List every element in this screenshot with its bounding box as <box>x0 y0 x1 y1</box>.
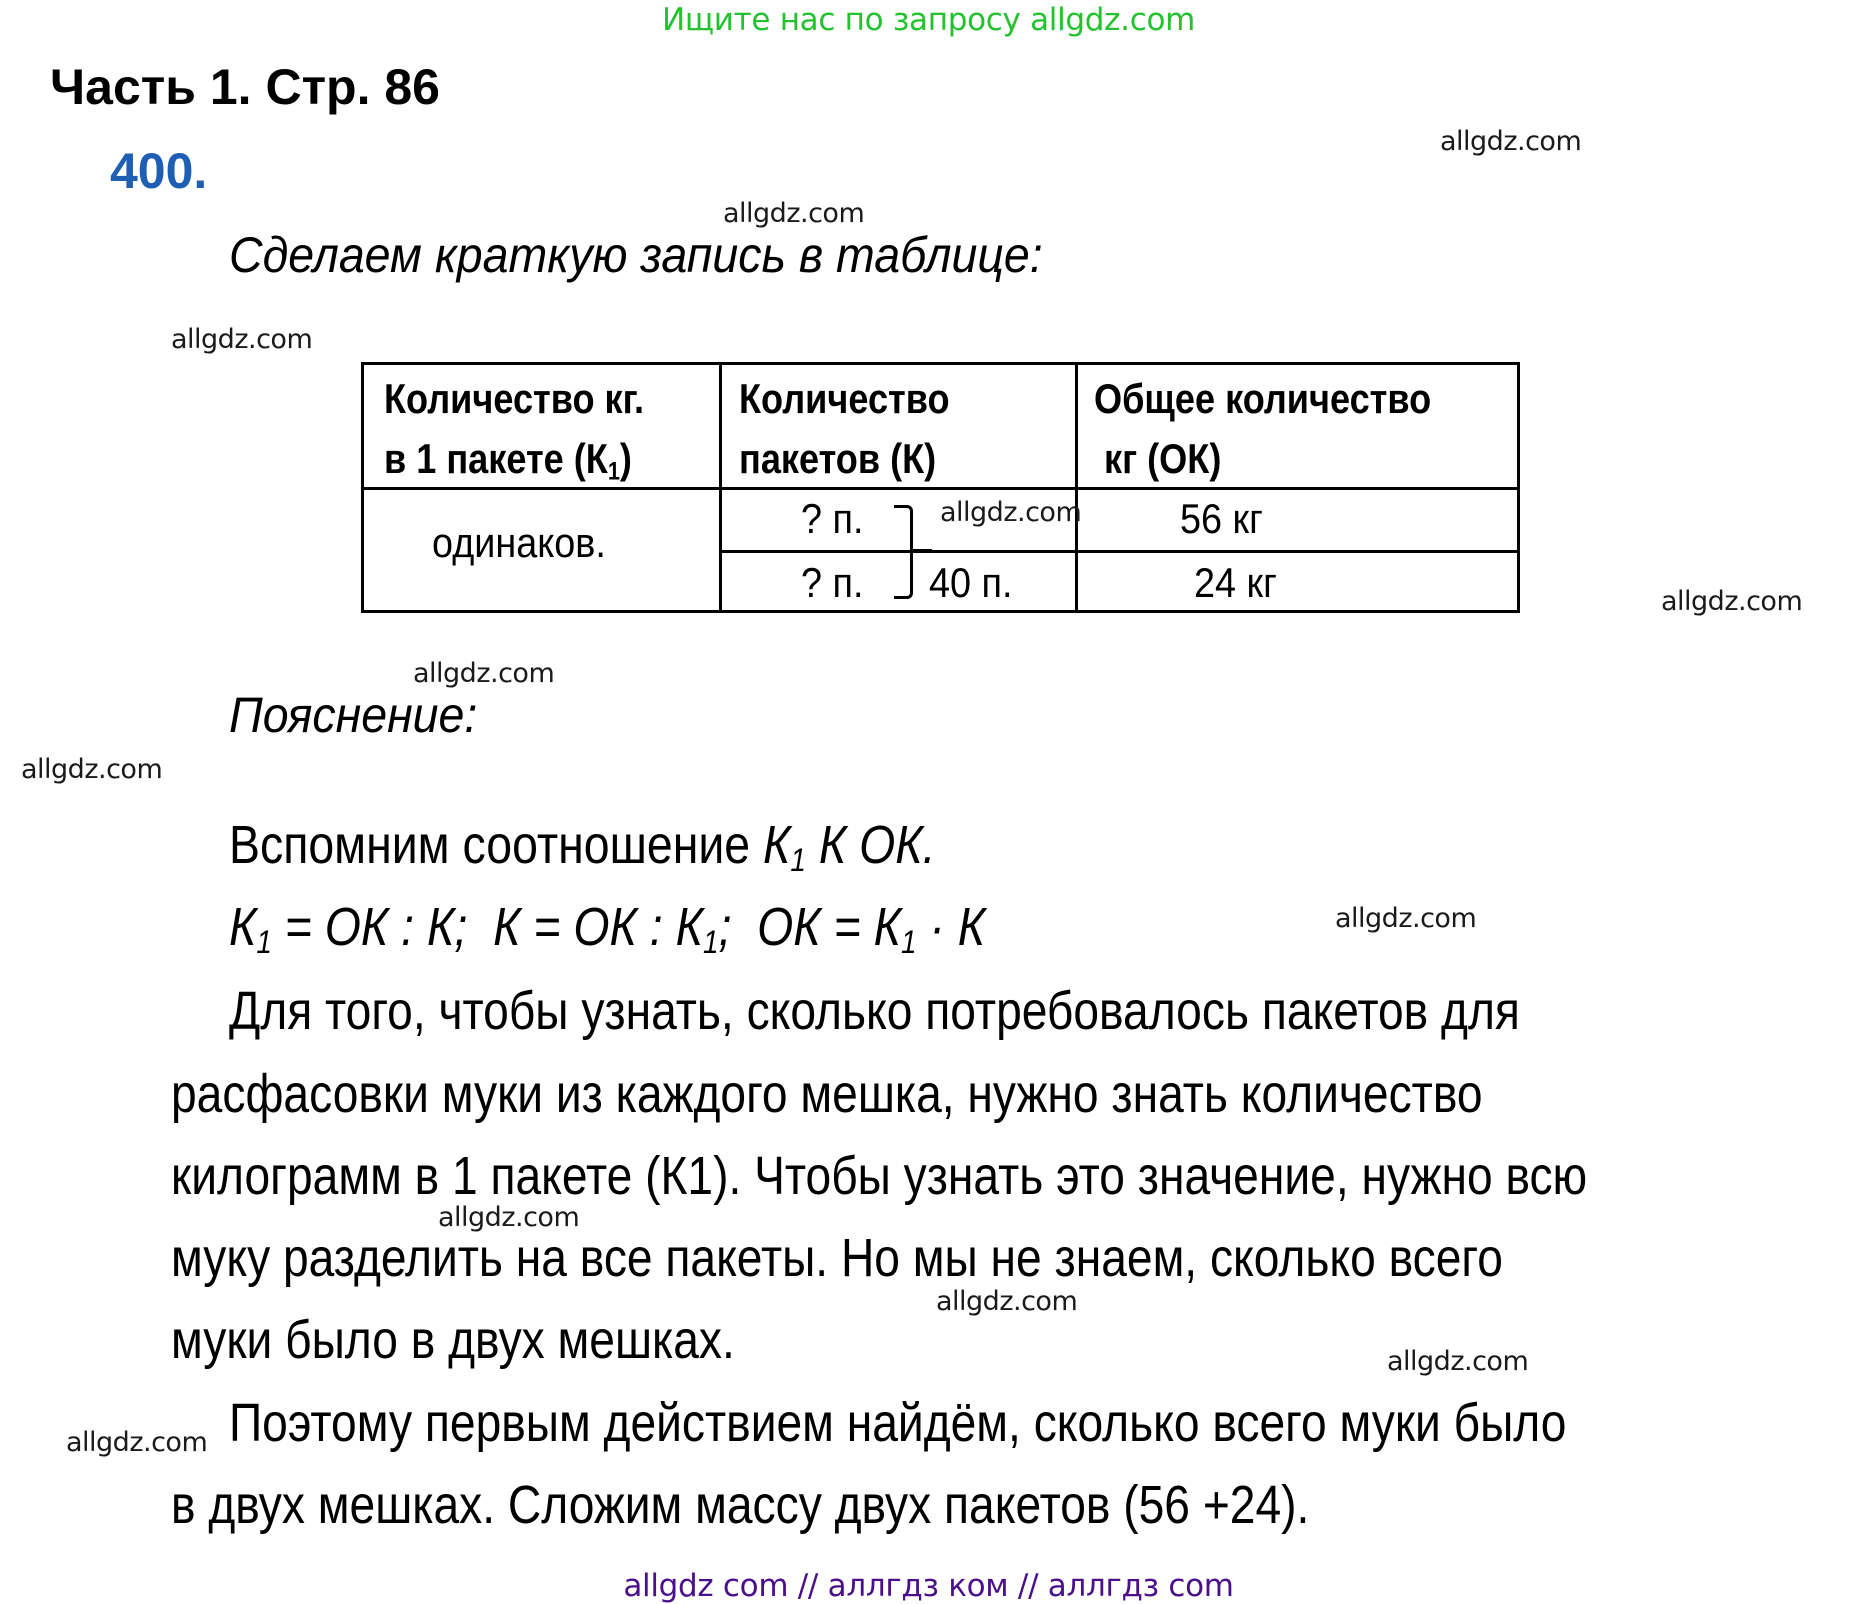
formula: · К <box>916 897 986 957</box>
paragraph-line <box>171 1146 1827 1206</box>
table-header-cell <box>384 369 686 501</box>
table-cell-packets <box>801 495 870 542</box>
intro-label: Сделаем краткую запись в таблице: <box>229 227 1043 283</box>
line-text: муки было в двух мешках. <box>171 1310 735 1370</box>
explanation-title <box>229 687 496 743</box>
brace-icon <box>894 505 913 554</box>
table-header-cell <box>739 369 984 489</box>
intro-text <box>229 227 1104 283</box>
cell-text: ? п. <box>801 559 864 606</box>
formula: = ОК : К; <box>271 897 468 957</box>
search-banner[interactable]: Ищите нас по запросу allgdz.com <box>661 2 1196 38</box>
formula: ОК = К <box>757 897 901 957</box>
subscript: 1 <box>256 924 272 961</box>
paragraph-line <box>229 981 1739 1041</box>
table-cell-total <box>1180 495 1272 542</box>
line-text: расфасовки муки из каждого мешка, нужно знать количество <box>171 1064 1483 1124</box>
line-text: Поэтому первым действием найдём, сколько всего муки было <box>229 1393 1567 1453</box>
brace-tip <box>910 549 932 552</box>
line-text: килограмм в 1 пакете (К1). Чтобы узнать это значение, нужно всю <box>171 1146 1588 1206</box>
table-cell-total <box>1194 559 1286 606</box>
brace-icon <box>894 550 913 599</box>
header-line: кг (ОК) <box>1104 435 1222 482</box>
subscript: 1 <box>702 924 719 961</box>
watermark-link[interactable]: allgdz.com <box>1387 1346 1529 1377</box>
watermark-link[interactable]: allgdz.com <box>438 1202 580 1233</box>
subscript: 1 <box>790 842 806 879</box>
watermark-link[interactable]: allgdz.com <box>1335 903 1477 934</box>
line-text: в двух мешках. Сложим массу двух пакетов (56 +24). <box>171 1475 1310 1535</box>
relation-line <box>229 815 1051 879</box>
header-line: в 1 пакете (К <box>384 435 608 482</box>
table-cell-same <box>432 519 625 566</box>
watermark-link[interactable]: allgdz.com <box>1661 586 1803 617</box>
watermark-link[interactable]: allgdz.com <box>723 198 865 229</box>
watermark-link[interactable]: allgdz.com <box>21 754 163 785</box>
formula: К <box>229 897 257 957</box>
paragraph-line <box>171 1310 830 1370</box>
paragraph-line <box>171 1475 1502 1535</box>
cell-text: ? п. <box>801 495 864 542</box>
subscript: 1 <box>900 924 917 961</box>
formula: ; <box>718 897 732 957</box>
task-number: 400. <box>110 143 208 199</box>
cell-text: 56 кг <box>1180 495 1263 542</box>
paragraph-line <box>171 1064 1705 1124</box>
relation-rest: К ОК. <box>805 815 936 875</box>
watermark-link[interactable]: allgdz.com <box>413 658 555 689</box>
table-cell-packets <box>801 559 870 606</box>
line-text: Для того, чтобы узнать, сколько потребовалось пакетов для <box>229 981 1520 1041</box>
header-line: Количество кг. <box>384 375 645 422</box>
line-text: муку разделить на все пакеты. Но мы не знаем, сколько всего <box>171 1228 1503 1288</box>
paragraph-line <box>229 1393 1793 1453</box>
packets-sum <box>929 559 1022 606</box>
watermark-link[interactable]: allgdz.com <box>940 497 1082 528</box>
formula: К = ОК : К <box>493 897 703 957</box>
header-line: Количество <box>739 375 950 422</box>
explanation-label: Пояснение: <box>229 687 478 743</box>
watermark-link[interactable]: allgdz.com <box>936 1286 1078 1317</box>
footer-links[interactable]: allgdz com // аллгдз ком // аллгдз com <box>623 1568 1234 1604</box>
relation-prefix: Вспомним соотношение <box>229 815 764 875</box>
formulas-line <box>229 897 1108 961</box>
cell-text: 40 п. <box>929 559 1013 606</box>
var-k: К <box>763 815 791 875</box>
subscript: 1 <box>607 457 620 486</box>
watermark-link[interactable]: allgdz.com <box>1440 126 1582 157</box>
header-line: пакетов (К) <box>739 435 937 482</box>
table-row-divider <box>719 550 1517 553</box>
cell-text: 24 кг <box>1194 559 1277 606</box>
watermark-link[interactable]: allgdz.com <box>66 1427 208 1458</box>
header-line-end: ) <box>619 435 632 482</box>
watermark-link[interactable]: allgdz.com <box>171 324 313 355</box>
table-header-cell <box>1094 369 1486 489</box>
cell-text: одинаков. <box>432 519 606 566</box>
paragraph-line <box>171 1228 1729 1288</box>
page-title: Часть 1. Стр. 86 <box>50 59 440 115</box>
summary-table <box>361 362 1520 613</box>
header-line: Общее количество <box>1094 375 1432 422</box>
